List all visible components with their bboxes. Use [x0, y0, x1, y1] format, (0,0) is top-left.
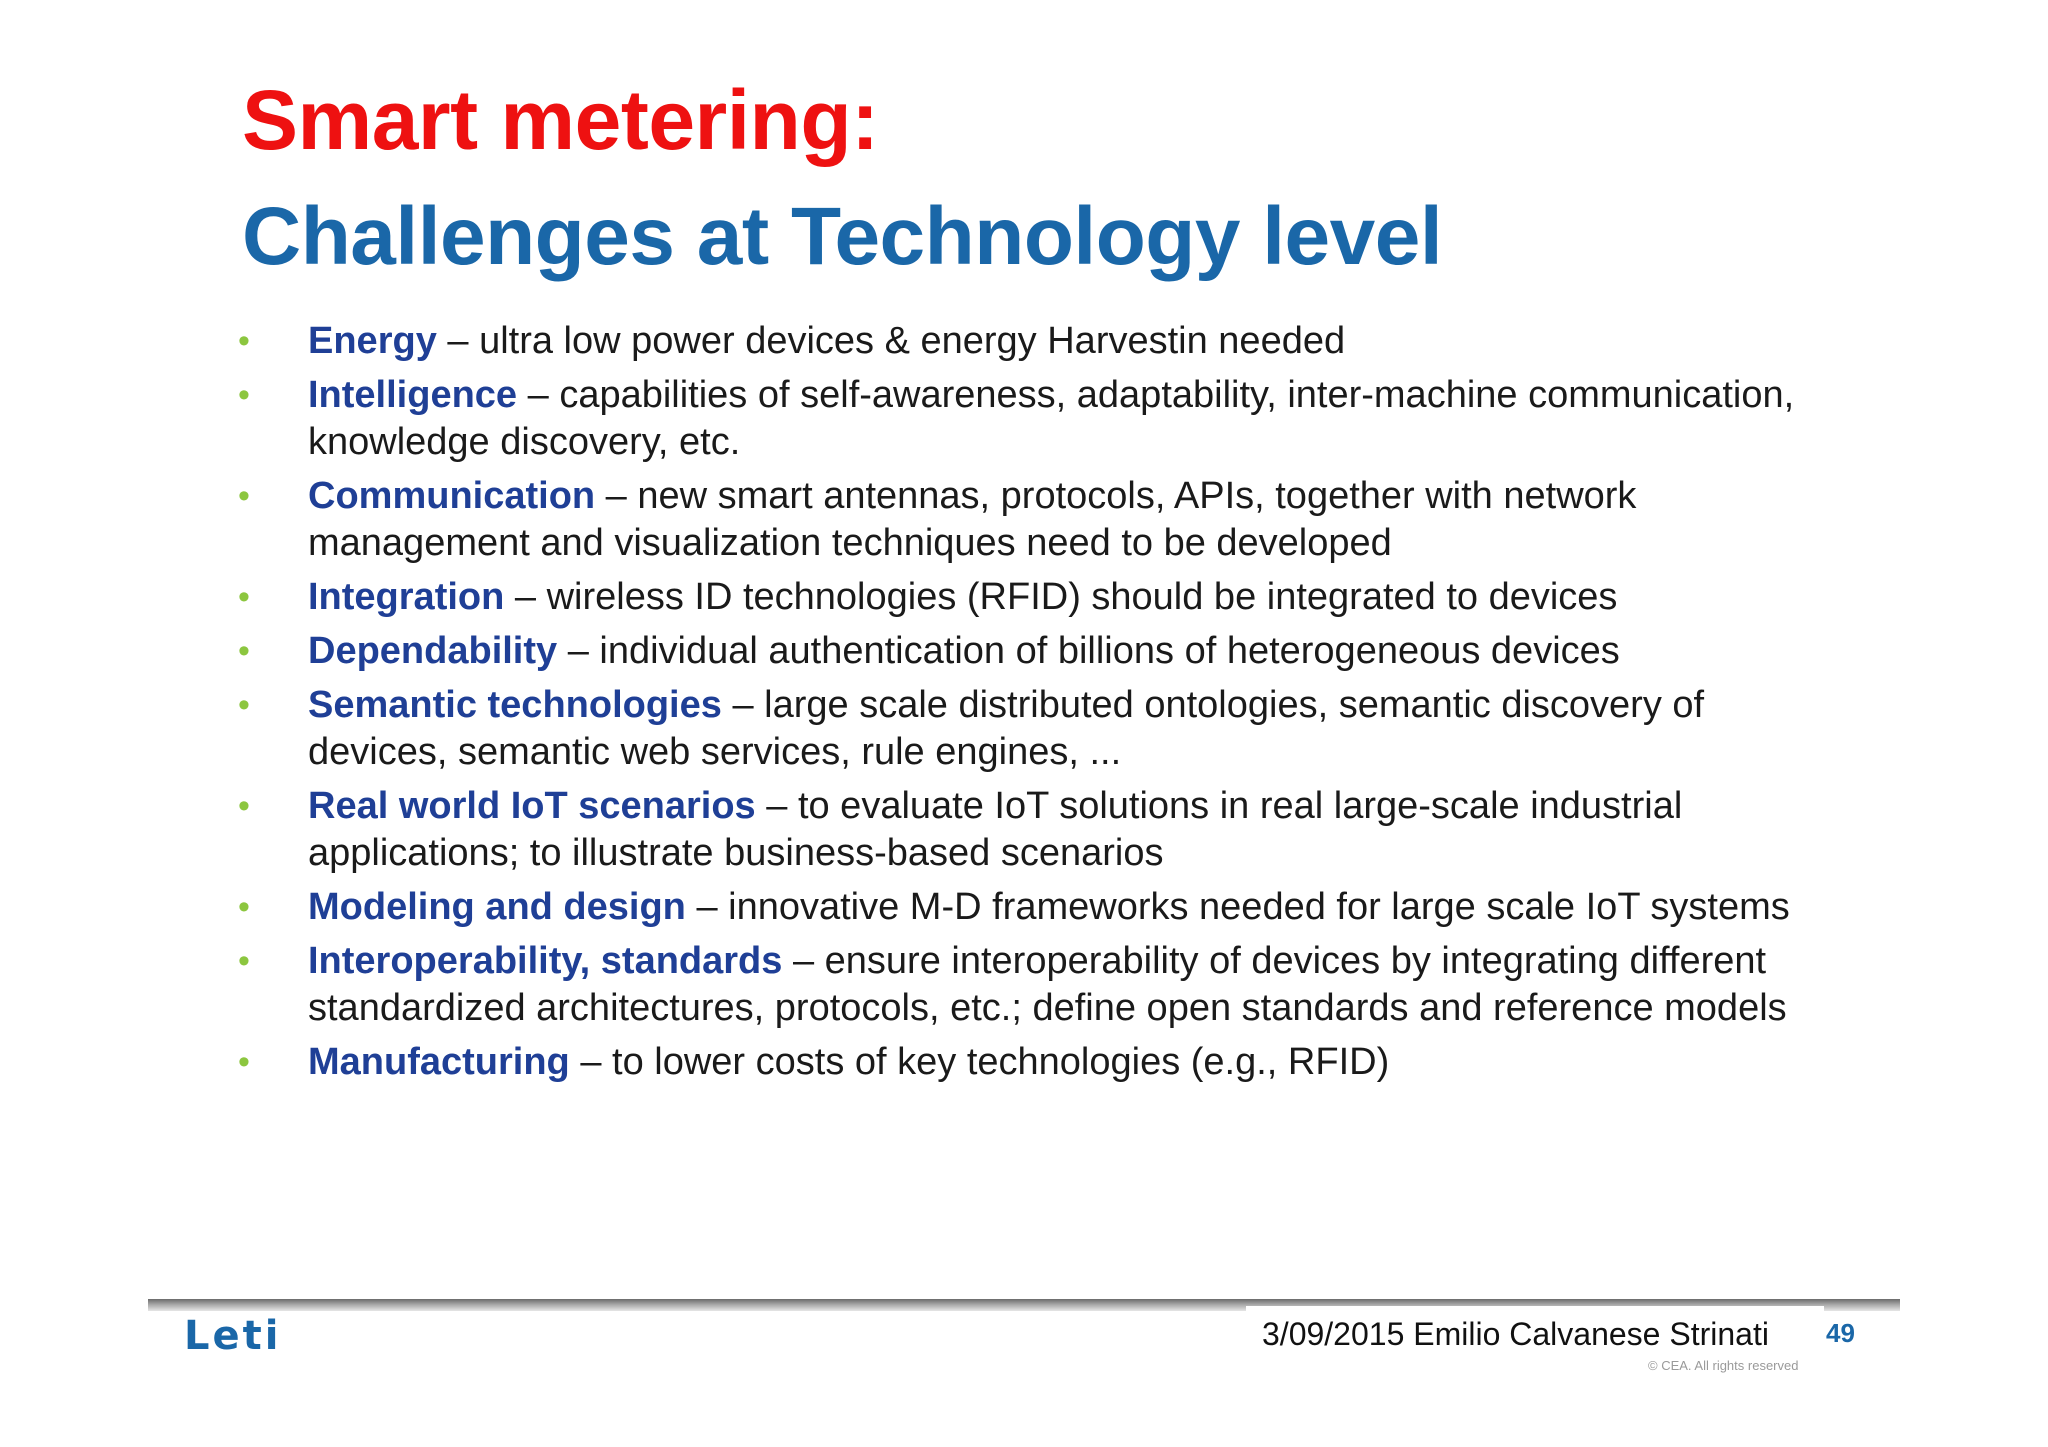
- bullet-item: [238, 318, 1798, 365]
- bullet-separator: –: [569, 1041, 613, 1083]
- bullet-description: new smart antennas, protocols, APIs, together with network management and visualization techniques need to be developed: [308, 475, 1637, 564]
- bullet-description: large scale distributed ontologies, semantic discovery of devices, semantic web services, rule engines, ...: [308, 684, 1705, 773]
- bullet-term: Energy: [308, 320, 437, 362]
- bullet-item: [238, 1039, 1798, 1086]
- bullet-term: Communication: [308, 475, 596, 517]
- bullet-term: Modeling and design: [308, 886, 686, 928]
- bullet-description: to evaluate IoT solutions in real large-scale industrial applications; to illustrate business-based scenarios: [308, 785, 1683, 874]
- bullet-description: ensure interoperability of devices by integrating different standardized architectures, protocols, etc.; define open standards and reference models: [308, 940, 1787, 1029]
- bullet-description: individual authentication of billions of heterogeneous devices: [599, 630, 1620, 672]
- bullet-dot-icon: •: [238, 787, 250, 825]
- bullet-term: Intelligence: [308, 374, 518, 416]
- bullet-item: [238, 574, 1798, 621]
- copyright-notice: © CEA. All rights reserved: [1648, 1358, 1799, 1373]
- bullet-separator: –: [595, 475, 638, 517]
- bullet-list: [238, 318, 1798, 1093]
- leti-logo: Leti: [184, 1313, 282, 1359]
- bullet-item: [238, 682, 1798, 776]
- bullet-dot-icon: •: [238, 942, 250, 980]
- bullet-separator: –: [685, 886, 729, 928]
- page-number: 49: [1826, 1318, 1855, 1348]
- bullet-separator: –: [755, 785, 798, 827]
- bullet-description: innovative M-D frameworks needed for large scale IoT systems: [728, 886, 1790, 928]
- bullet-term: Integration: [308, 576, 505, 618]
- bullet-term: Real world IoT scenarios: [308, 785, 756, 827]
- bullet-item: [238, 884, 1798, 931]
- bullet-separator: –: [436, 320, 480, 362]
- bullet-term: Semantic technologies: [308, 684, 722, 726]
- bullet-term: Interoperability, standards: [308, 940, 783, 982]
- bullet-item: [238, 628, 1798, 675]
- bullet-dot-icon: •: [238, 477, 250, 515]
- footer-date-author: 3/09/2015 Emilio Calvanese Strinati: [1262, 1316, 1769, 1352]
- bullet-description: capabilities of self-awareness, adaptability, inter-machine communication, knowledge discovery, etc.: [308, 374, 1795, 463]
- bullet-item: [238, 372, 1798, 466]
- bullet-separator: –: [782, 940, 825, 982]
- bullet-dot-icon: •: [238, 322, 250, 360]
- bullet-description: ultra low power devices & energy Harvestin needed: [479, 320, 1346, 362]
- slide-subtitle: Challenges at Technology level: [242, 191, 1443, 282]
- bullet-description: to lower costs of key technologies (e.g., RFID): [612, 1041, 1390, 1083]
- bullet-item: [238, 938, 1798, 1032]
- bullet-dot-icon: •: [238, 1043, 250, 1081]
- bullet-item: [238, 783, 1798, 877]
- bullet-separator: –: [557, 630, 600, 672]
- bullet-term: Dependability: [308, 630, 558, 672]
- bullet-dot-icon: •: [238, 888, 250, 926]
- bullet-dot-icon: •: [238, 686, 250, 724]
- bullet-dot-icon: •: [238, 578, 250, 616]
- bullet-item: [238, 473, 1798, 567]
- bullet-separator: –: [504, 576, 547, 618]
- bullet-term: Manufacturing: [308, 1041, 570, 1083]
- bullet-separator: –: [721, 684, 765, 726]
- slide-title: Smart metering:: [242, 73, 879, 167]
- bullet-separator: –: [517, 374, 560, 416]
- bullet-dot-icon: •: [238, 376, 250, 414]
- bullet-description: wireless ID technologies (RFID) should be integrated to devices: [546, 576, 1618, 618]
- bullet-dot-icon: •: [238, 632, 250, 670]
